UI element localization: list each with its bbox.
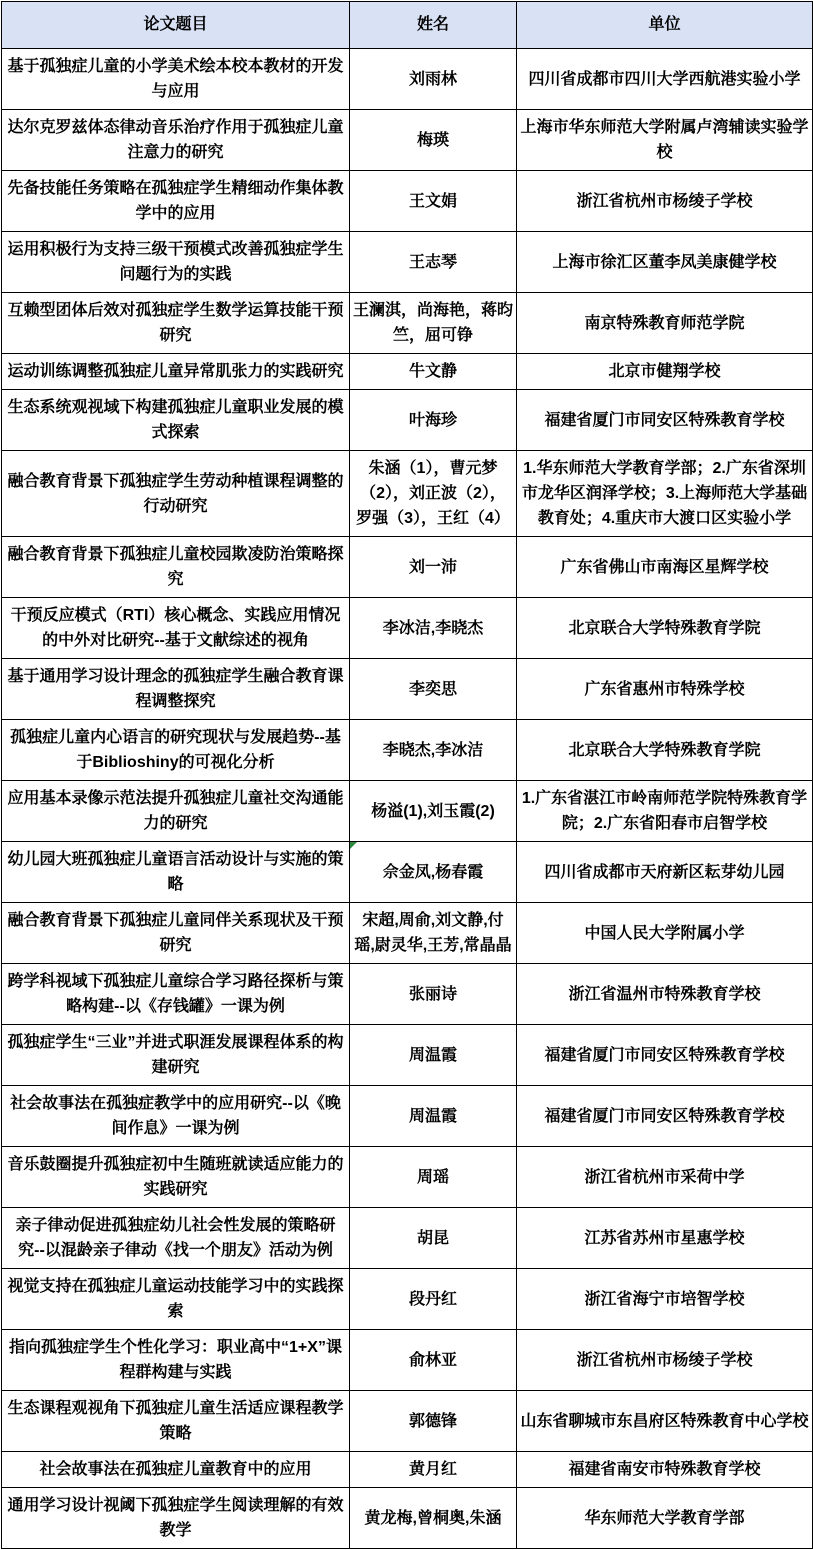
table-row xyxy=(2,49,813,110)
unit-text: 北京联合大学特殊教育学院 xyxy=(568,741,761,759)
table-body xyxy=(2,49,813,1549)
author-name-text: 牛文静 xyxy=(408,363,457,380)
author-name-text: 王澜淇，尚海艳，蒋昀竺，屈可铮 xyxy=(353,302,514,344)
unit-cell[interactable] xyxy=(517,1025,813,1086)
paper-title-text: 亲子律动促进孤独症幼儿社会性发展的策略研究--以混龄亲子律动《找一个朋友》活动为例 xyxy=(15,1217,336,1259)
unit-text: 浙江省海宁市培智学校 xyxy=(584,1290,745,1308)
unit-cell[interactable] xyxy=(517,451,813,537)
author-name-cell[interactable] xyxy=(350,659,517,720)
table-row xyxy=(2,1147,813,1208)
author-name-cell[interactable] xyxy=(350,171,517,232)
column-header-unit[interactable]: 单位 xyxy=(517,2,813,49)
unit-cell[interactable] xyxy=(517,1269,813,1330)
author-name-text: 胡昆 xyxy=(416,1229,449,1247)
paper-title-cell[interactable] xyxy=(2,451,350,537)
author-name-text: 李奕思 xyxy=(408,680,457,698)
unit-text: 福建省厦门市同安区特殊教育学校 xyxy=(544,1046,785,1064)
author-name-text: 黄月红 xyxy=(408,1461,457,1478)
paper-title-text: 社会故事法在孤独症儿童教育中的应用 xyxy=(39,1461,312,1478)
paper-title-cell[interactable] xyxy=(2,537,350,598)
paper-title-text: 基于通用学习设计理念的孤独症学生融合教育课程调整探究 xyxy=(7,668,344,710)
table-row xyxy=(2,110,813,171)
author-name-cell[interactable] xyxy=(350,390,517,451)
unit-cell[interactable] xyxy=(517,1391,813,1452)
paper-title-text: 运动训练调整孤独症儿童异常肌张力的实践研究 xyxy=(7,363,344,380)
unit-cell[interactable] xyxy=(517,49,813,110)
paper-title-text: 运用积极行为支持三级干预模式改善孤独症学生问题行为的实践 xyxy=(7,241,344,283)
author-name-text: 张丽诗 xyxy=(408,985,457,1003)
unit-cell[interactable] xyxy=(517,171,813,232)
paper-title-text: 应用基本录像示范法提升孤独症儿童社交沟通能力的研究 xyxy=(7,790,344,832)
paper-title-text: 先备技能任务策略在孤独症学生精细动作集体教学中的应用 xyxy=(7,180,344,222)
unit-text: 福建省厦门市同安区特殊教育学校 xyxy=(544,411,785,429)
paper-title-cell[interactable] xyxy=(2,1208,350,1269)
author-name-text: 李晓杰,李冰洁 xyxy=(382,741,484,759)
paper-title-text: 孤独症学生“三业”并进式职涯发展课程体系的构建研究 xyxy=(7,1034,344,1076)
paper-title-cell[interactable] xyxy=(2,1025,350,1086)
author-name-text: 周瑶 xyxy=(416,1168,449,1186)
paper-title-text: 音乐鼓圈提升孤独症初中生随班就读适应能力的实践研究 xyxy=(7,1156,344,1198)
paper-title-text: 基于孤独症儿童的小学美术绘本校本教材的开发与应用 xyxy=(7,58,344,100)
paper-title-cell[interactable] xyxy=(2,1488,350,1549)
author-name-text: 刘雨林 xyxy=(408,70,457,88)
spreadsheet-sheet xyxy=(0,1,813,1549)
unit-cell[interactable] xyxy=(517,1147,813,1208)
paper-title-cell[interactable] xyxy=(2,659,350,720)
table-header xyxy=(2,2,813,49)
author-name-text: 周温霞 xyxy=(408,1046,457,1064)
author-name-cell[interactable] xyxy=(350,598,517,659)
paper-title-text: 互赖型团体后效对孤独症学生数学运算技能干预研究 xyxy=(7,302,344,344)
note-corner-marker xyxy=(350,842,357,849)
author-name-cell[interactable] xyxy=(350,842,517,903)
author-name-text: 朱涵（1），曹元梦（2），刘正波（2），罗强（3），王红（4） xyxy=(356,460,510,527)
unit-text: 浙江省杭州市采荷中学 xyxy=(584,1168,745,1186)
unit-cell[interactable] xyxy=(517,903,813,964)
paper-title-text: 指向孤独症学生个性化学习：职业高中“1+X”课程群构建与实践 xyxy=(9,1339,342,1381)
unit-cell[interactable] xyxy=(517,1086,813,1147)
paper-title-text: 跨学科视域下孤独症儿童综合学习路径探析与策略构建--以《存钱罐》一课为例 xyxy=(7,973,344,1015)
paper-title-cell[interactable] xyxy=(2,1330,350,1391)
unit-text: 江苏省苏州市星惠学校 xyxy=(584,1229,745,1247)
table-row xyxy=(2,903,813,964)
author-name-text: 刘一沛 xyxy=(408,558,457,576)
paper-title-cell[interactable] xyxy=(2,354,350,390)
paper-title-text: 通用学习设计视阈下孤独症学生阅读理解的有效教学 xyxy=(7,1497,344,1539)
unit-text: 四川省成都市天府新区耘芽幼儿园 xyxy=(544,863,785,881)
author-name-text: 黄龙梅,曾桐奥,朱涵 xyxy=(364,1509,502,1527)
unit-text: 山东省聊城市东昌府区特殊教育中心学校 xyxy=(520,1412,809,1430)
paper-title-cell[interactable] xyxy=(2,232,350,293)
unit-cell[interactable] xyxy=(517,720,813,781)
unit-text: 南京特殊教育师范学院 xyxy=(584,314,745,332)
paper-title-cell[interactable] xyxy=(2,842,350,903)
table-row xyxy=(2,1025,813,1086)
author-name-text: 周温霞 xyxy=(408,1107,457,1125)
table-row xyxy=(2,451,813,537)
unit-cell[interactable] xyxy=(517,1452,813,1488)
unit-cell[interactable] xyxy=(517,842,813,903)
author-name-text: 王文娟 xyxy=(408,192,457,210)
paper-title-cell[interactable] xyxy=(2,598,350,659)
papers-table xyxy=(1,1,813,1549)
paper-title-cell[interactable] xyxy=(2,1452,350,1488)
paper-title-cell[interactable] xyxy=(2,1147,350,1208)
table-row xyxy=(2,293,813,354)
unit-text: 上海市华东师范大学附属卢湾辅读实验学校 xyxy=(520,119,809,161)
unit-text: 广东省佛山市南海区星辉学校 xyxy=(560,558,769,576)
unit-text: 福建省厦门市同安区特殊教育学校 xyxy=(544,1107,785,1125)
unit-cell[interactable] xyxy=(517,659,813,720)
paper-title-cell[interactable] xyxy=(2,1391,350,1452)
author-name-cell[interactable] xyxy=(350,1147,517,1208)
paper-title-cell[interactable] xyxy=(2,720,350,781)
paper-title-text: 达尔克罗兹体态律动音乐治疗作用于孤独症儿童注意力的研究 xyxy=(7,119,344,161)
unit-cell[interactable] xyxy=(517,1488,813,1549)
unit-text: 1.华东师范大学教育学部；2.广东省深圳市龙华区润泽学校；3.上海师范大学基础教育处；4.重庆市大渡口区实验小学 xyxy=(521,460,808,527)
paper-title-text: 幼儿园大班孤独症儿童语言活动设计与实施的策略 xyxy=(7,851,344,893)
unit-cell[interactable] xyxy=(517,293,813,354)
unit-cell[interactable] xyxy=(517,781,813,842)
table-row xyxy=(2,1452,813,1488)
unit-cell[interactable] xyxy=(517,537,813,598)
paper-title-cell[interactable] xyxy=(2,1086,350,1147)
paper-title-cell[interactable] xyxy=(2,964,350,1025)
unit-cell[interactable] xyxy=(517,232,813,293)
unit-text: 浙江省杭州市杨绫子学校 xyxy=(576,1351,753,1369)
author-name-text: 段丹红 xyxy=(408,1290,457,1308)
unit-text: 福建省南安市特殊教育学校 xyxy=(568,1461,761,1478)
author-name-cell[interactable] xyxy=(350,451,517,537)
paper-title-cell[interactable] xyxy=(2,781,350,842)
author-name-cell[interactable] xyxy=(350,903,517,964)
unit-cell[interactable] xyxy=(517,598,813,659)
author-name-cell[interactable] xyxy=(350,964,517,1025)
paper-title-cell[interactable] xyxy=(2,171,350,232)
author-name-cell[interactable] xyxy=(350,1330,517,1391)
table-row xyxy=(2,171,813,232)
table-row xyxy=(2,964,813,1025)
author-name-cell[interactable] xyxy=(350,293,517,354)
table-row xyxy=(2,354,813,390)
paper-title-cell[interactable] xyxy=(2,49,350,110)
author-name-cell[interactable] xyxy=(350,1391,517,1452)
author-name-cell[interactable] xyxy=(350,1086,517,1147)
unit-cell[interactable] xyxy=(517,390,813,451)
paper-title-cell[interactable] xyxy=(2,293,350,354)
author-name-cell[interactable] xyxy=(350,781,517,842)
author-name-text: 宋超,周俞,刘文静,付瑶,尉灵华,王芳,常晶晶 xyxy=(354,912,512,954)
author-name-text: 杨溢(1),刘玉霞(2) xyxy=(371,802,495,820)
paper-title-cell[interactable] xyxy=(2,390,350,451)
unit-text: 浙江省温州市特殊教育学校 xyxy=(568,985,761,1003)
author-name-cell[interactable] xyxy=(350,1452,517,1488)
column-header-paper-title[interactable]: 论文题目 xyxy=(2,2,350,49)
paper-title-text: 孤独症儿童内心语言的研究现状与发展趋势--基于Biblioshiny的可视化分析 xyxy=(10,729,341,771)
unit-text: 1.广东省湛江市岭南师范学院特殊教育学院；2.广东省阳春市启智学校 xyxy=(521,790,808,832)
table-row xyxy=(2,781,813,842)
table-row xyxy=(2,842,813,903)
unit-cell[interactable] xyxy=(517,354,813,390)
author-name-cell[interactable] xyxy=(350,49,517,110)
author-name-cell[interactable] xyxy=(350,232,517,293)
author-name-text: 叶海珍 xyxy=(408,411,457,429)
unit-text: 华东师范大学教育学部 xyxy=(584,1509,745,1527)
author-name-cell[interactable] xyxy=(350,1208,517,1269)
unit-text: 北京联合大学特殊教育学院 xyxy=(568,619,761,637)
paper-title-cell[interactable] xyxy=(2,903,350,964)
paper-title-text: 融合教育背景下孤独症儿童校园欺凌防治策略探究 xyxy=(7,546,344,588)
paper-title-text: 融合教育背景下孤独症学生劳动种植课程调整的行动研究 xyxy=(7,472,344,515)
table-row xyxy=(2,232,813,293)
unit-text: 四川省成都市四川大学西航港实验小学 xyxy=(528,70,801,88)
author-name-cell[interactable] xyxy=(350,1488,517,1549)
table-row xyxy=(2,1269,813,1330)
author-name-cell[interactable] xyxy=(350,354,517,390)
unit-cell[interactable] xyxy=(517,110,813,171)
unit-text: 北京市健翔学校 xyxy=(608,363,721,380)
unit-cell[interactable] xyxy=(517,964,813,1025)
author-name-cell[interactable] xyxy=(350,1269,517,1330)
author-name-text: 郭德锋 xyxy=(408,1412,457,1430)
table-row xyxy=(2,1086,813,1147)
table-row xyxy=(2,598,813,659)
table-row xyxy=(2,720,813,781)
table-row xyxy=(2,1208,813,1269)
paper-title-text: 生态课程观视角下孤独症儿童生活适应课程教学策略 xyxy=(7,1400,344,1442)
column-header-author-name[interactable]: 姓名 xyxy=(350,2,517,49)
header-row xyxy=(2,2,813,49)
unit-text: 中国人民大学附属小学 xyxy=(584,924,745,942)
table-row xyxy=(2,390,813,451)
author-name-cell[interactable] xyxy=(350,1025,517,1086)
unit-text: 上海市徐汇区董李凤美康健学校 xyxy=(552,253,777,271)
paper-title-text: 社会故事法在孤独症教学中的应用研究--以《晚间作息》一课为例 xyxy=(10,1095,341,1137)
author-name-text: 李冰洁,李晓杰 xyxy=(382,619,484,637)
author-name-cell[interactable] xyxy=(350,110,517,171)
unit-text: 浙江省杭州市杨绫子学校 xyxy=(576,192,753,210)
table-row xyxy=(2,1391,813,1452)
author-name-text: 俞林亚 xyxy=(408,1351,457,1369)
paper-title-text: 生态系统观视域下构建孤独症儿童职业发展的模式探索 xyxy=(7,399,344,441)
author-name-text: 王志琴 xyxy=(408,253,457,271)
author-name-cell[interactable] xyxy=(350,720,517,781)
unit-text: 广东省惠州市特殊学校 xyxy=(584,680,745,698)
table-row xyxy=(2,537,813,598)
paper-title-text: 干预反应模式（RTI）核心概念、实践应用情况的中外对比研究--基于文献综述的视角 xyxy=(10,607,341,649)
table-row xyxy=(2,659,813,720)
table-row xyxy=(2,1330,813,1391)
author-name-text: 梅瑛 xyxy=(416,131,449,149)
unit-cell[interactable] xyxy=(517,1208,813,1269)
author-name-text: 佘金凤,杨春霞 xyxy=(382,863,484,881)
paper-title-cell[interactable] xyxy=(2,110,350,171)
author-name-cell[interactable] xyxy=(350,537,517,598)
paper-title-text: 视觉支持在孤独症儿童运动技能学习中的实践探索 xyxy=(7,1278,344,1320)
table-row xyxy=(2,1488,813,1549)
paper-title-cell[interactable] xyxy=(2,1269,350,1330)
unit-cell[interactable] xyxy=(517,1330,813,1391)
paper-title-text: 融合教育背景下孤独症儿童同伴关系现状及干预研究 xyxy=(7,912,344,954)
